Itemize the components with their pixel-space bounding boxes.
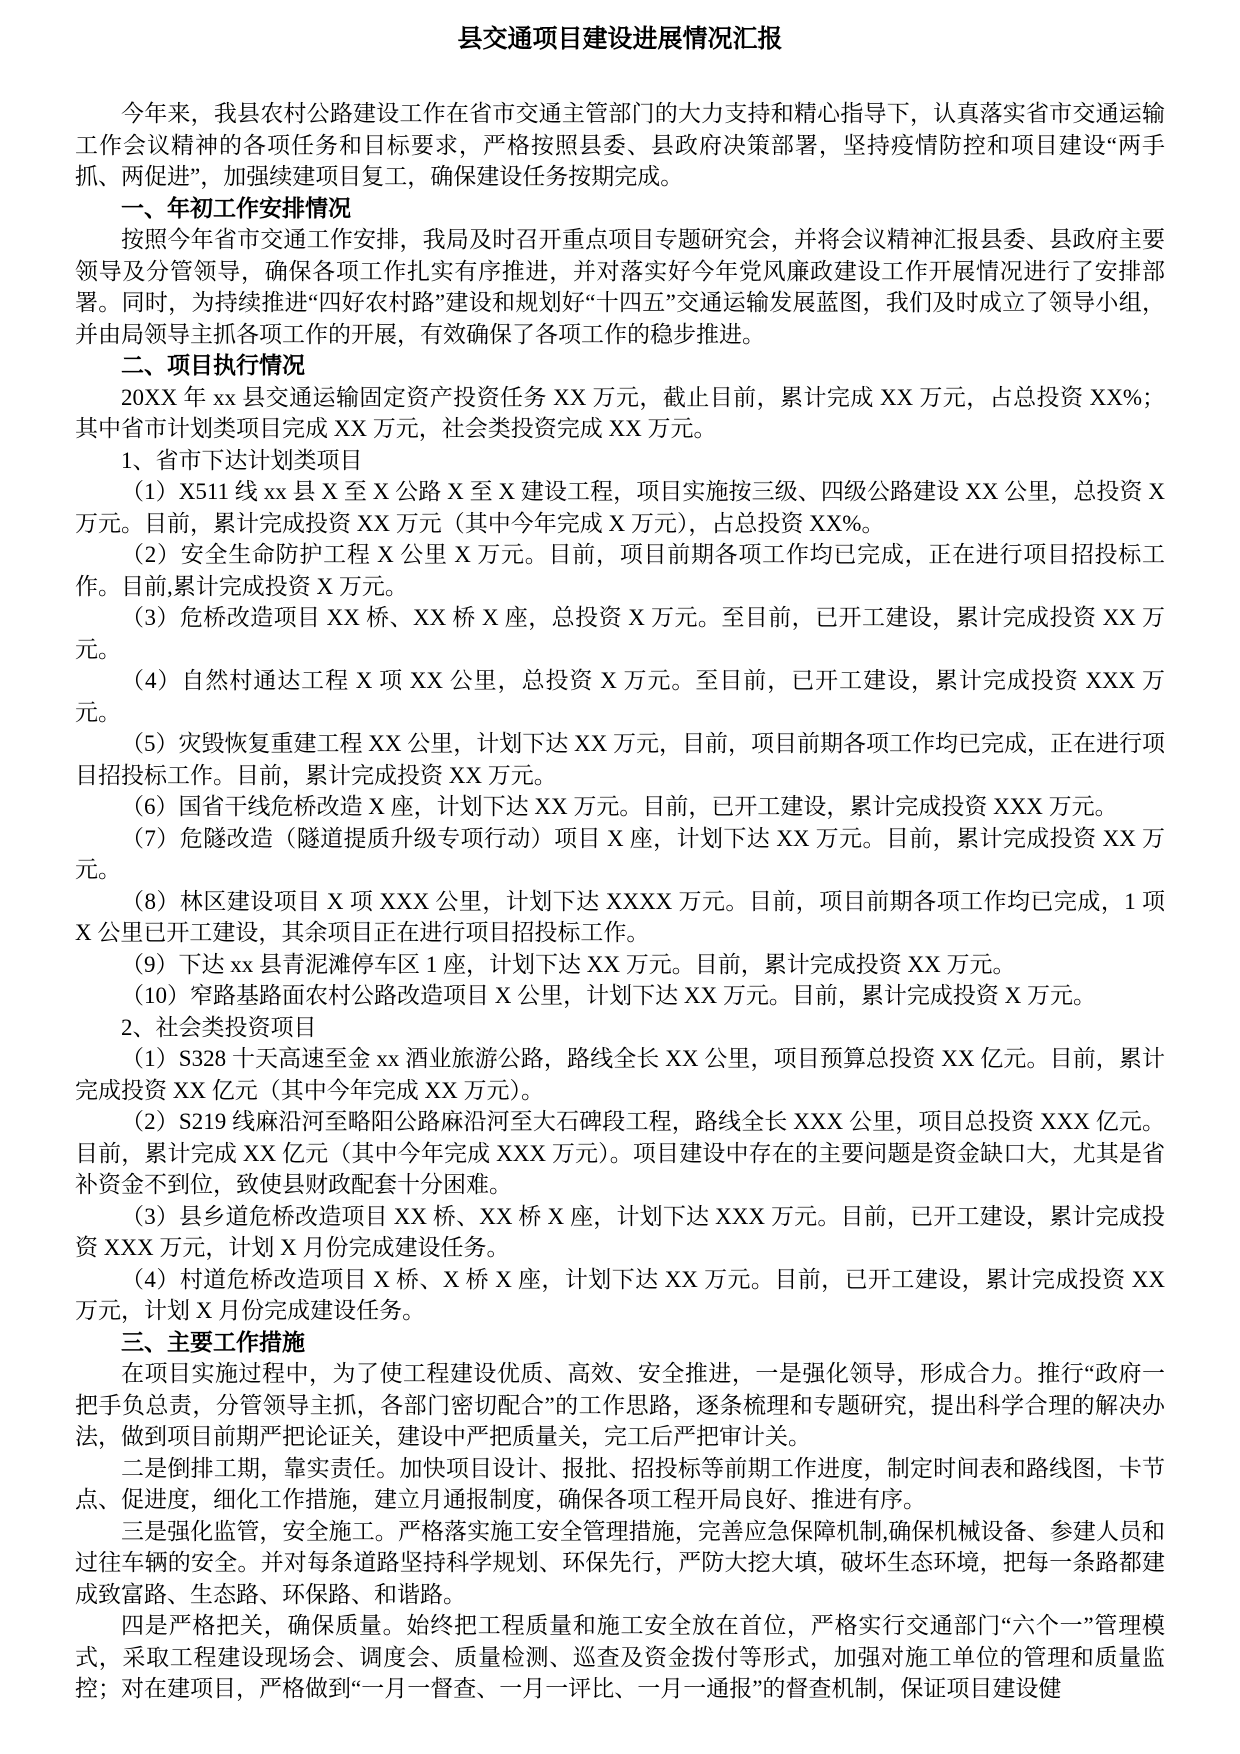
planned-project-item-5: （5）灾毁恢复重建工程 XX 公里，计划下达 XX 万元，目前，项目前期各项工作均已完成，正在进行项目招投标工作。目前，累计完成投资 XX 万元。 xyxy=(75,731,1165,788)
section-1-paragraph: 按照今年省市交通工作安排，我局及时召开重点项目专题研究会，并将会议精神汇报县委、县政府主要领导及分管领导，确保各项工作扎实有序推进，并对落实好今年党风廉政建设工作开展情况进行了安排部署。同时，为持续推进“四好农村路”建设和规划好“十四五”交通运输发展蓝图，我们及时成立了领导小组，并由局领导主抓各项工作的开展，有效确保了各项工作的稳步推进。 xyxy=(75,227,1165,347)
intro-paragraph: 今年来，我县农村公路建设工作在省市交通主管部门的大力支持和精心指导下，认真落实省市交通运输工作会议精神的各项任务和目标要求，严格按照县委、县政府决策部署，坚持疫情防控和项目建设“两手抓、两促进”，加强续建项目复工，确保建设任务按期完成。 xyxy=(75,101,1165,189)
planned-project-item-10: （10）窄路基路面农村公路改造项目 X 公里，计划下达 XX 万元。目前，累计完成投资 X 万元。 xyxy=(121,983,1096,1008)
planned-project-item-9: （9）下达 xx 县青泥滩停车区 1 座，计划下达 XX 万元。目前，累计完成投资 XX 万元。 xyxy=(121,951,1016,977)
measure-paragraph-3: 三是强化监管，安全施工。严格落实施工安全管理措施，完善应急保障机制,确保机械设备、参建人员和过往车辆的安全。并对每条道路坚持科学规划、环保先行，严防大挖大填，破坏生态环境，把每一条路都建成致富路、生态路、环保路、和谐路。 xyxy=(75,1518,1165,1607)
social-project-item-2: （2）S219 线麻沿河至略阳公路麻沿河至大石碑段工程，路线全长 XXX 公里，项目总投资 XXX 亿元。目前，累计完成 XX 亿元（其中今年完成 XXX 万元）。项目建设中存在的主要问题是资金缺口大，尤其是省补资金不到位，致使县财政配套十分困难。 xyxy=(75,1109,1165,1197)
measure-paragraph-1: 在项目实施过程中，为了使工程建设优质、高效、安全推进，一是强化领导，形成合力。推行“政府一把手负总责，分管领导主抓，各部门密切配合”的工作思路，逐条梳理和专题研究，提出科学合理的解决办法，做到项目前期严把论证关，建设中严把质量关，完工后严把审计关。 xyxy=(75,1361,1165,1449)
planned-project-item-8: （8）林区建设项目 X 项 XXX 公里，计划下达 XXXX 万元。目前，项目前期各项工作均已完成，1 项 X 公里已开工建设，其余项目正在进行项目招投标工作。 xyxy=(75,888,1165,945)
planned-project-item-4: （4）自然村通达工程 X 项 XX 公里，总投资 X 万元。至目前，已开工建设，累计完成投资 XXX 万元。 xyxy=(75,668,1165,725)
planned-project-item-6: （6）国省干线危桥改造 X 座，计划下达 XX 万元。目前，已开工建设，累计完成投资 XXX 万元。 xyxy=(121,794,1118,819)
measure-paragraph-4: 四是严格把关，确保质量。始终把工程质量和施工安全放在首位，严格实行交通部门“六个一”管理模式，采取工程建设现场会、调度会、质量检测、巡查及资金拨付等形式，加强对施工单位的管理和质量监控；对在建项目，严格做到“一月一督查、一月一评比、一月一通报”的督查机制，保证项目建设健 xyxy=(75,1613,1165,1701)
section-3-heading: 三、主要工作措施 xyxy=(121,1329,305,1355)
planned-project-item-1: （1）X511 线 xx 县 X 至 X 公路 X 至 X 建设工程，项目实施按三级、四级公路建设 XX 公里，总投资 X 万元。目前，累计完成投资 XX 万元（其中今年完成 X 万元），占总投资 XX%。 xyxy=(75,479,1165,536)
planned-project-item-3: （3）危桥改造项目 XX 桥、XX 桥 X 座，总投资 X 万元。至目前，已开工建设，累计完成投资 XX 万元。 xyxy=(75,605,1165,662)
planned-project-item-2: （2）安全生命防护工程 X 公里 X 万元。目前，项目前期各项工作均已完成，正在进行项目招投标工作。目前,累计完成投资 X 万元。 xyxy=(75,542,1165,599)
social-project-item-1: （1）S328 十天高速至金 xx 酒业旅游公路，路线全长 XX 公里，项目预算总投资 XX 亿元。目前，累计完成投资 XX 亿元（其中今年完成 XX 万元）。 xyxy=(75,1046,1165,1103)
social-project-item-4: （4）村道危桥改造项目 X 桥、X 桥 X 座，计划下达 XX 万元。目前，已开工建设，累计完成投资 XX 万元，计划 X 月份完成建设任务。 xyxy=(75,1266,1165,1323)
social-projects-subheading: 2、社会类投资项目 xyxy=(121,1014,317,1040)
social-project-item-3: （3）县乡道危桥改造项目 XX 桥、XX 桥 X 座，计划下达 XXX 万元。目前，已开工建设，累计完成投资 XXX 万元，计划 X 月份完成建设任务。 xyxy=(75,1203,1165,1260)
planned-project-item-7: （7）危隧改造（隧道提质升级专项行动）项目 X 座，计划下达 XX 万元。目前，累计完成投资 XX 万元。 xyxy=(75,825,1165,882)
document-title: 县交通项目建设进展情况汇报 xyxy=(457,26,783,53)
section-1-heading: 一、年初工作安排情况 xyxy=(121,195,351,221)
section-2-intro-paragraph: 20XX 年 xx 县交通运输固定资产投资任务 XX 万元，截止目前，累计完成 XX 万元，占总投资 XX%；其中省市计划类项目完成 XX 万元，社会类投资完成 XX 万元。 xyxy=(75,384,1165,441)
planned-projects-subheading: 1、省市下达计划类项目 xyxy=(121,447,363,473)
measure-paragraph-2: 二是倒排工期，靠实责任。加快项目设计、报批、招投标等前期工作进度，制定时间表和路线图，卡节点、促进度，细化工作措施，建立月通报制度，确保各项工程开局良好、推进有序。 xyxy=(75,1455,1165,1512)
section-2-heading: 二、项目执行情况 xyxy=(121,353,305,378)
